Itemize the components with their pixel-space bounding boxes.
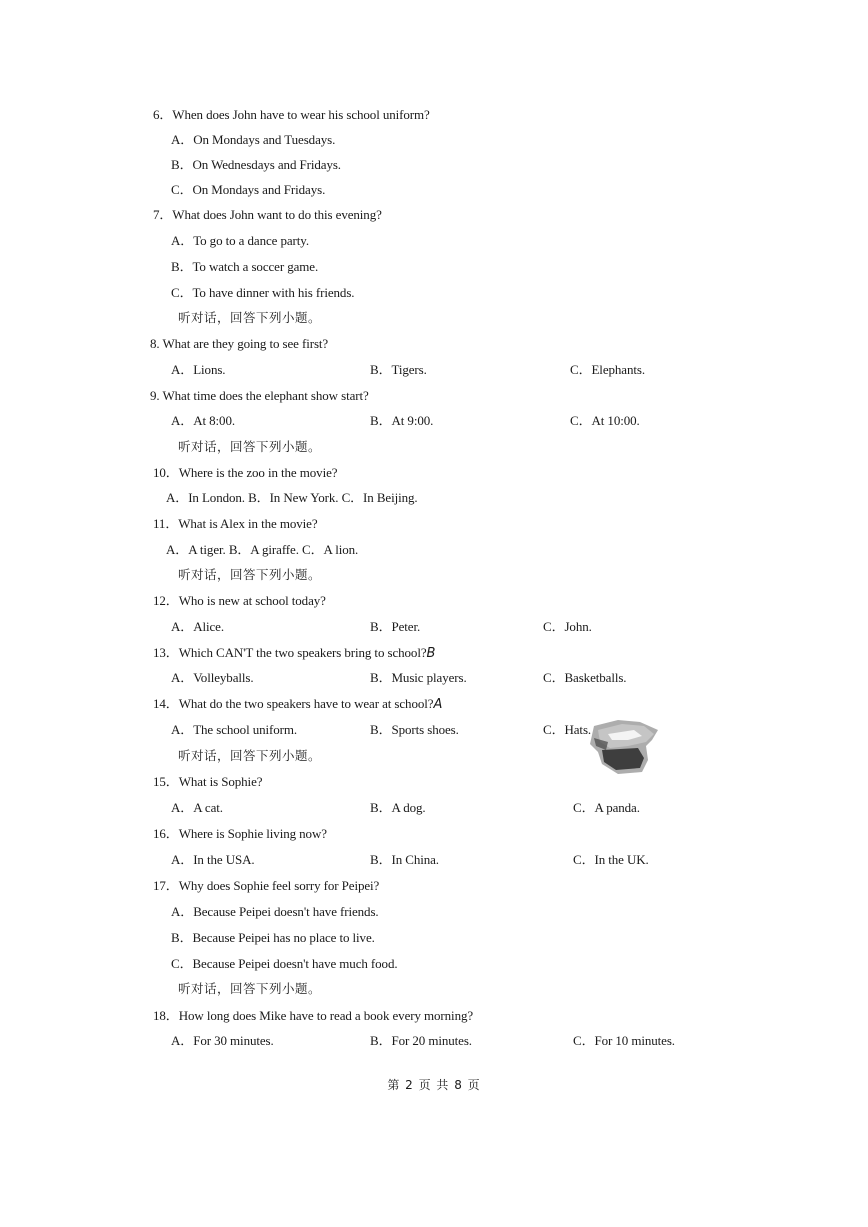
question-14-option-a: A．The school uniform.: [171, 722, 298, 737]
question-10-options: A．In London. B．In New York. C．In Beijing.: [166, 490, 418, 505]
question-18-option-c: C．For 10 minutes.: [573, 1033, 675, 1048]
question-12-option-b: B．Peter.: [370, 619, 421, 634]
question-9-option-a: A．At 8:00.: [171, 413, 236, 428]
question-15-stem: 15．What is Sophie?: [153, 774, 263, 789]
question-17-option-c: C．Because Peipei doesn't have much food.: [171, 956, 398, 971]
question-15-option-a: A．A cat.: [171, 800, 223, 815]
question-7-option-a: A．To go to a dance party.: [171, 233, 309, 248]
question-8-option-c: C．Elephants.: [570, 362, 645, 377]
question-13-option-a: A．Volleyballs.: [171, 670, 254, 685]
question-13-text: 13．Which CAN'T the two speakers bring to school?: [153, 645, 427, 660]
question-18-option-a: A．For 30 minutes.: [171, 1033, 274, 1048]
question-14-option-c: C．Hats.: [543, 722, 592, 737]
question-14-stem: [153, 696, 442, 713]
instruction-5: 听对话，回答下列小题。: [178, 981, 322, 996]
question-18-option-b: B．For 20 minutes.: [370, 1033, 472, 1048]
question-12-option-c: C．John.: [543, 619, 592, 634]
question-13-option-b: B．Music players.: [370, 670, 467, 685]
instruction-4: 听对话，回答下列小题。: [178, 748, 322, 763]
question-9-stem: 9. What time does the elephant show start?: [150, 388, 369, 403]
question-14-text: 14．What do the two speakers have to wear at school?: [153, 696, 434, 711]
question-6-stem: 6．When does John have to wear his school uniform?: [153, 107, 430, 122]
question-11-stem: 11．What is Alex in the movie?: [153, 516, 318, 531]
question-16-option-b: B．In China.: [370, 852, 439, 867]
question-8-stem: 8. What are they going to see first?: [150, 336, 329, 351]
question-10-stem: 10．Where is the zoo in the movie?: [153, 465, 338, 480]
handwritten-answer-mark: A: [433, 697, 443, 712]
instruction-2: 听对话，回答下列小题。: [178, 439, 322, 454]
scan-smudge-image: [588, 716, 660, 776]
question-18-stem: 18．How long does Mike have to read a book every morning?: [153, 1008, 474, 1023]
question-17-option-a: A．Because Peipei doesn't have friends.: [171, 904, 379, 919]
question-12-option-a: A．Alice.: [171, 619, 224, 634]
question-16-stem: 16．Where is Sophie living now?: [153, 826, 327, 841]
question-7-stem: 7．What does John want to do this evening?: [153, 207, 382, 222]
question-6-option-c: C．On Mondays and Fridays.: [171, 182, 326, 197]
question-6-option-a: A．On Mondays and Tuesdays.: [171, 132, 336, 147]
question-7-option-b: B．To watch a soccer game.: [171, 259, 319, 274]
question-17-stem: 17．Why does Sophie feel sorry for Peipei?: [153, 878, 380, 893]
question-15-option-b: B．A dog.: [370, 800, 426, 815]
question-16-option-a: A．In the USA.: [171, 852, 255, 867]
question-16-option-c: C．In the UK.: [573, 852, 649, 867]
question-9-option-b: B．At 9:00.: [370, 413, 434, 428]
question-11-options: A．A tiger. B．A giraffe. C．A lion.: [166, 542, 359, 557]
question-7-option-c: C．To have dinner with his friends.: [171, 285, 355, 300]
question-9-option-c: C．At 10:00.: [570, 413, 640, 428]
question-6-option-b: B．On Wednesdays and Fridays.: [171, 157, 341, 172]
handwritten-answer-mark: B: [426, 646, 436, 661]
question-13-option-c: C．Basketballs.: [543, 670, 627, 685]
question-8-option-a: A．Lions.: [171, 362, 226, 377]
instruction-1: 听对话，回答下列小题。: [178, 310, 322, 325]
instruction-3: 听对话，回答下列小题。: [178, 567, 322, 582]
question-8-option-b: B．Tigers.: [370, 362, 427, 377]
question-17-option-b: B．Because Peipei has no place to live.: [171, 930, 375, 945]
question-15-option-c: C．A panda.: [573, 800, 640, 815]
question-14-option-b: B．Sports shoes.: [370, 722, 459, 737]
question-12-stem: 12．Who is new at school today?: [153, 593, 326, 608]
question-13-stem: [153, 645, 435, 662]
page-number-footer: 第 2 页 共 8 页: [387, 1078, 481, 1092]
